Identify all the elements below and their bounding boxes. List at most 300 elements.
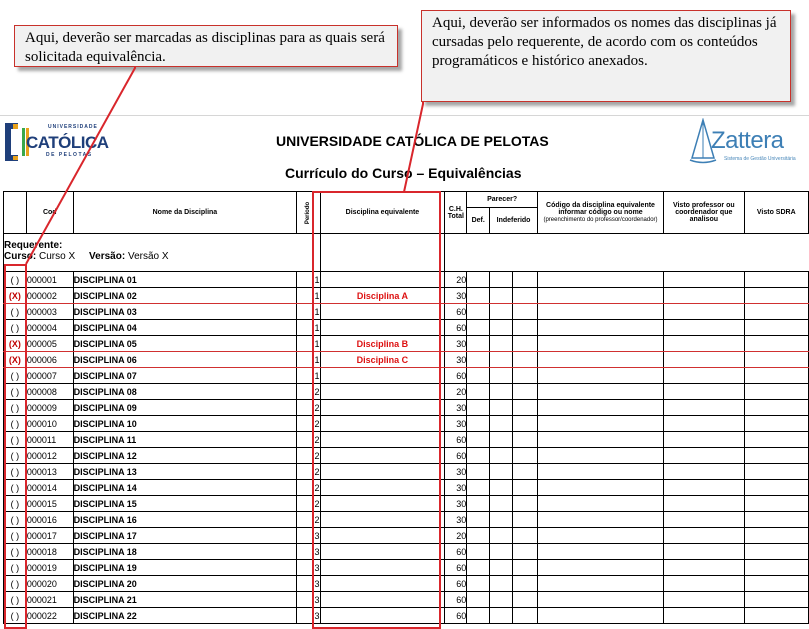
parecer-ch-cell[interactable] <box>490 576 513 592</box>
visto-prof-cell[interactable] <box>664 592 744 608</box>
equivalent-course[interactable] <box>320 448 445 464</box>
course-name: DISCIPLINA 16 <box>73 512 297 528</box>
course-name: DISCIPLINA 08 <box>73 384 297 400</box>
parecer-def-cell[interactable] <box>467 592 490 608</box>
header-select <box>4 192 27 234</box>
header-periodo <box>297 192 320 234</box>
select-marker[interactable]: (X) <box>4 352 27 368</box>
equivalent-course[interactable]: Disciplina A <box>320 288 445 304</box>
course-period: 2 <box>297 416 320 432</box>
requerente-label: Requerente: <box>4 239 63 251</box>
select-marker[interactable]: (X) <box>4 336 27 352</box>
visto-sdra-cell[interactable] <box>744 464 808 480</box>
parecer-ch-cell[interactable] <box>490 480 513 496</box>
parecer-ch-cell[interactable] <box>490 560 513 576</box>
course-code: 000016 <box>26 512 73 528</box>
course-name: DISCIPLINA 05 <box>73 336 297 352</box>
header-periodo-text: Período <box>305 201 312 225</box>
parecer-cont-cell[interactable] <box>513 288 538 304</box>
parecer-cont-cell[interactable] <box>513 416 538 432</box>
visto-sdra-cell[interactable] <box>744 480 808 496</box>
course-period: 1 <box>297 368 320 384</box>
equivalent-course[interactable] <box>320 528 445 544</box>
course-period: 3 <box>297 592 320 608</box>
course-period: 3 <box>297 528 320 544</box>
equivalent-course[interactable] <box>320 272 445 288</box>
select-marker[interactable]: ( ) <box>4 512 27 528</box>
course-hours: 60 <box>445 544 467 560</box>
codigo-equiv-cell[interactable] <box>537 336 663 352</box>
parecer-def-cell[interactable] <box>467 368 490 384</box>
parecer-cont-cell[interactable] <box>513 512 538 528</box>
header-visto-sdra: Visto SDRA <box>744 192 808 234</box>
parecer-ch-cell[interactable] <box>490 496 513 512</box>
visto-sdra-cell[interactable] <box>744 576 808 592</box>
table-row <box>4 528 809 544</box>
visto-prof-cell[interactable] <box>664 608 744 624</box>
visto-sdra-cell[interactable] <box>744 608 808 624</box>
table-row <box>4 512 809 528</box>
course-code: 000019 <box>26 560 73 576</box>
course-name: DISCIPLINA 21 <box>73 592 297 608</box>
equivalent-course[interactable] <box>320 592 445 608</box>
course-period: 1 <box>297 336 320 352</box>
parecer-cont-cell[interactable] <box>513 400 538 416</box>
header-codigo-equiv-note: (preenchimento do professor/coordenador) <box>543 217 658 223</box>
codigo-equiv-cell[interactable] <box>537 528 663 544</box>
parecer-def-cell[interactable] <box>467 304 490 320</box>
parecer-cont-cell[interactable] <box>513 320 538 336</box>
parecer-cont-cell[interactable] <box>513 464 538 480</box>
course-period: 1 <box>297 272 320 288</box>
select-marker[interactable]: ( ) <box>4 320 27 336</box>
visto-sdra-cell[interactable] <box>744 512 808 528</box>
callout-equivalent-text: Aqui, deverão ser informados os nomes das disciplinas já cursadas pelo requerente, de acordo com os conteúdos programáticos e histórico anexados. <box>432 15 777 69</box>
parecer-ch-cell[interactable] <box>490 464 513 480</box>
parecer-def-cell[interactable] <box>467 544 490 560</box>
course-hours: 30 <box>445 416 467 432</box>
visto-prof-cell[interactable] <box>664 432 744 448</box>
parecer-cont-cell[interactable] <box>513 560 538 576</box>
curriculum-rows <box>4 234 809 624</box>
parecer-ch-cell[interactable] <box>490 544 513 560</box>
ucpel-logo-top: UNIVERSIDADE <box>48 124 98 130</box>
parecer-def-cell[interactable] <box>467 384 490 400</box>
parecer-cont-cell[interactable] <box>513 432 538 448</box>
visto-prof-cell[interactable] <box>664 368 744 384</box>
select-marker[interactable]: ( ) <box>4 400 27 416</box>
header-parecer: Parecer? <box>467 192 538 208</box>
course-name: DISCIPLINA 22 <box>73 608 297 624</box>
parecer-ch-cell[interactable] <box>490 416 513 432</box>
table-row <box>4 608 809 624</box>
equivalent-course[interactable] <box>320 480 445 496</box>
visto-prof-cell[interactable] <box>664 480 744 496</box>
header-codigo-equiv <box>537 192 663 234</box>
parecer-def-cell[interactable] <box>467 608 490 624</box>
codigo-equiv-cell[interactable] <box>537 304 663 320</box>
table-row <box>4 448 809 464</box>
zattera-logo <box>686 118 808 166</box>
parecer-cont-cell[interactable] <box>513 304 538 320</box>
equivalent-course[interactable] <box>320 432 445 448</box>
parecer-cont-cell[interactable] <box>513 352 538 368</box>
course-period: 2 <box>297 464 320 480</box>
select-marker[interactable]: ( ) <box>4 368 27 384</box>
course-name: DISCIPLINA 04 <box>73 320 297 336</box>
codigo-equiv-cell[interactable] <box>537 608 663 624</box>
callout-equivalent-hint <box>421 10 791 102</box>
course-code: 000018 <box>26 544 73 560</box>
codigo-equiv-cell[interactable] <box>537 320 663 336</box>
codigo-equiv-cell[interactable] <box>537 448 663 464</box>
ucpel-logo-main: CATÓLICA <box>26 133 109 152</box>
parecer-def-cell[interactable] <box>467 496 490 512</box>
header-indeferido: Indeferido <box>490 208 538 234</box>
visto-prof-cell[interactable] <box>664 448 744 464</box>
parecer-ch-cell[interactable] <box>490 448 513 464</box>
equivalent-course[interactable] <box>320 560 445 576</box>
course-name: DISCIPLINA 17 <box>73 528 297 544</box>
select-marker[interactable]: ( ) <box>4 496 27 512</box>
course-code: 000014 <box>26 480 73 496</box>
visto-sdra-cell[interactable] <box>744 528 808 544</box>
visto-prof-cell[interactable] <box>664 464 744 480</box>
equivalent-course[interactable] <box>320 496 445 512</box>
codigo-equiv-cell[interactable] <box>537 560 663 576</box>
visto-sdra-cell[interactable] <box>744 416 808 432</box>
course-code: 000011 <box>26 432 73 448</box>
table-row <box>4 432 809 448</box>
parecer-ch-cell[interactable] <box>490 320 513 336</box>
parecer-ch-cell[interactable] <box>490 304 513 320</box>
codigo-equiv-cell[interactable] <box>537 512 663 528</box>
codigo-equiv-cell[interactable] <box>537 432 663 448</box>
parecer-cont-cell[interactable] <box>513 528 538 544</box>
table-row <box>4 384 809 400</box>
versao-value: Versão X <box>127 250 169 262</box>
parecer-ch-cell[interactable] <box>490 352 513 368</box>
visto-sdra-cell[interactable] <box>744 592 808 608</box>
visto-sdra-cell[interactable] <box>744 368 808 384</box>
codigo-equiv-cell[interactable] <box>537 544 663 560</box>
ucpel-logo-bottom: DE PELOTAS <box>46 152 93 158</box>
parecer-cont-cell[interactable] <box>513 608 538 624</box>
course-name: DISCIPLINA 07 <box>73 368 297 384</box>
visto-prof-cell[interactable] <box>664 560 744 576</box>
parecer-cont-cell[interactable] <box>513 384 538 400</box>
equivalent-course[interactable] <box>320 576 445 592</box>
parecer-ch-cell[interactable] <box>490 528 513 544</box>
course-hours: 60 <box>445 592 467 608</box>
select-marker[interactable]: ( ) <box>4 560 27 576</box>
codigo-equiv-cell[interactable] <box>537 272 663 288</box>
header-divider <box>0 115 809 116</box>
parecer-ch-cell[interactable] <box>490 384 513 400</box>
codigo-equiv-cell[interactable] <box>537 384 663 400</box>
select-marker[interactable]: ( ) <box>4 480 27 496</box>
select-marker[interactable]: ( ) <box>4 448 27 464</box>
parecer-ch-cell[interactable] <box>490 592 513 608</box>
parecer-def-cell[interactable] <box>467 432 490 448</box>
zattera-logo-tagline: Sistema de Gestão Universitária <box>724 156 796 162</box>
course-code: 000022 <box>26 608 73 624</box>
requerente-info <box>4 234 321 272</box>
visto-sdra-cell[interactable] <box>744 320 808 336</box>
visto-prof-cell[interactable] <box>664 576 744 592</box>
visto-prof-cell[interactable] <box>664 496 744 512</box>
course-code: 000017 <box>26 528 73 544</box>
curriculum-table <box>3 191 809 624</box>
parecer-ch-cell[interactable] <box>490 512 513 528</box>
codigo-equiv-cell[interactable] <box>537 368 663 384</box>
parecer-def-cell[interactable] <box>467 560 490 576</box>
course-code: 000010 <box>26 416 73 432</box>
codigo-equiv-cell[interactable] <box>537 592 663 608</box>
parecer-cont-cell[interactable] <box>513 272 538 288</box>
course-hours: 30 <box>445 512 467 528</box>
visto-prof-cell[interactable] <box>664 304 744 320</box>
course-name: DISCIPLINA 12 <box>73 448 297 464</box>
parecer-cont-cell[interactable] <box>513 368 538 384</box>
equivalent-course[interactable] <box>320 384 445 400</box>
visto-sdra-cell[interactable] <box>744 496 808 512</box>
table-row <box>4 544 809 560</box>
visto-prof-cell[interactable] <box>664 512 744 528</box>
visto-prof-cell[interactable] <box>664 544 744 560</box>
course-hours: 60 <box>445 608 467 624</box>
course-code: 000012 <box>26 448 73 464</box>
visto-sdra-cell[interactable] <box>744 352 808 368</box>
codigo-equiv-cell[interactable] <box>537 480 663 496</box>
visto-prof-cell[interactable] <box>664 528 744 544</box>
select-marker[interactable]: ( ) <box>4 592 27 608</box>
select-marker[interactable]: ( ) <box>4 272 27 288</box>
course-name: DISCIPLINA 06 <box>73 352 297 368</box>
parecer-def-cell[interactable] <box>467 336 490 352</box>
parecer-def-cell[interactable] <box>467 528 490 544</box>
course-name: DISCIPLINA 18 <box>73 544 297 560</box>
visto-prof-cell[interactable] <box>664 400 744 416</box>
parecer-def-cell[interactable] <box>467 464 490 480</box>
header-equiv: Disciplina equivalente <box>320 192 445 234</box>
equivalent-course[interactable]: Disciplina B <box>320 336 445 352</box>
course-name: DISCIPLINA 15 <box>73 496 297 512</box>
select-marker[interactable]: ( ) <box>4 432 27 448</box>
select-marker[interactable]: ( ) <box>4 608 27 624</box>
equivalent-course[interactable] <box>320 368 445 384</box>
course-code: 000002 <box>26 288 73 304</box>
equivalent-course[interactable] <box>320 512 445 528</box>
course-code: 000013 <box>26 464 73 480</box>
parecer-ch-cell[interactable] <box>490 272 513 288</box>
course-period: 3 <box>297 608 320 624</box>
table-row <box>4 400 809 416</box>
select-marker[interactable]: ( ) <box>4 528 27 544</box>
visto-prof-cell[interactable] <box>664 336 744 352</box>
course-period: 3 <box>297 560 320 576</box>
course-name: DISCIPLINA 01 <box>73 272 297 288</box>
parecer-cont-cell[interactable] <box>513 496 538 512</box>
header-def: Def. <box>467 208 490 234</box>
equivalent-course[interactable]: Disciplina C <box>320 352 445 368</box>
course-name: DISCIPLINA 14 <box>73 480 297 496</box>
visto-sdra-cell[interactable] <box>744 384 808 400</box>
visto-sdra-cell[interactable] <box>744 400 808 416</box>
course-name: DISCIPLINA 09 <box>73 400 297 416</box>
course-period: 3 <box>297 576 320 592</box>
codigo-equiv-cell[interactable] <box>537 464 663 480</box>
course-period: 2 <box>297 448 320 464</box>
parecer-ch-cell[interactable] <box>490 608 513 624</box>
parecer-cont-cell[interactable] <box>513 336 538 352</box>
parecer-ch-cell[interactable] <box>490 336 513 352</box>
parecer-def-cell[interactable] <box>467 288 490 304</box>
codigo-equiv-cell[interactable] <box>537 288 663 304</box>
callout-selection-hint <box>14 25 398 67</box>
course-hours: 30 <box>445 336 467 352</box>
equivalent-course[interactable] <box>320 304 445 320</box>
table-row <box>4 336 809 352</box>
parecer-cont-cell[interactable] <box>513 448 538 464</box>
course-name: DISCIPLINA 10 <box>73 416 297 432</box>
course-hours: 60 <box>445 448 467 464</box>
course-hours: 30 <box>445 352 467 368</box>
course-period: 1 <box>297 288 320 304</box>
select-marker[interactable]: ( ) <box>4 416 27 432</box>
course-period: 2 <box>297 480 320 496</box>
ucpel-logo <box>2 119 109 167</box>
course-name: DISCIPLINA 13 <box>73 464 297 480</box>
header-ch-total: C.H. Total <box>445 192 467 234</box>
header-cod: Cod <box>26 192 73 234</box>
parecer-def-cell[interactable] <box>467 576 490 592</box>
equivalent-course[interactable] <box>320 320 445 336</box>
codigo-equiv-cell[interactable] <box>537 352 663 368</box>
codigo-equiv-cell[interactable] <box>537 496 663 512</box>
course-hours: 60 <box>445 320 467 336</box>
course-hours: 30 <box>445 400 467 416</box>
codigo-equiv-cell[interactable] <box>537 400 663 416</box>
visto-sdra-cell[interactable] <box>744 288 808 304</box>
parecer-ch-cell[interactable] <box>490 400 513 416</box>
course-hours: 60 <box>445 304 467 320</box>
course-code: 000004 <box>26 320 73 336</box>
equivalent-course[interactable] <box>320 416 445 432</box>
course-period: 2 <box>297 432 320 448</box>
document-title: Currículo do Curso – Equivalências <box>285 165 522 181</box>
select-marker[interactable]: (X) <box>4 288 27 304</box>
course-name: DISCIPLINA 19 <box>73 560 297 576</box>
course-period: 1 <box>297 304 320 320</box>
course-code: 000003 <box>26 304 73 320</box>
table-row <box>4 352 809 368</box>
course-code: 000005 <box>26 336 73 352</box>
parecer-def-cell[interactable] <box>467 320 490 336</box>
course-name: DISCIPLINA 20 <box>73 576 297 592</box>
course-code: 000001 <box>26 272 73 288</box>
select-marker[interactable]: ( ) <box>4 304 27 320</box>
visto-sdra-cell[interactable] <box>744 272 808 288</box>
visto-sdra-cell[interactable] <box>744 448 808 464</box>
course-period: 2 <box>297 400 320 416</box>
course-hours: 60 <box>445 432 467 448</box>
equivalent-course[interactable] <box>320 400 445 416</box>
parecer-cont-cell[interactable] <box>513 592 538 608</box>
course-code: 000007 <box>26 368 73 384</box>
visto-sdra-cell[interactable] <box>744 336 808 352</box>
visto-prof-cell[interactable] <box>664 416 744 432</box>
table-row <box>4 560 809 576</box>
info-right-blank <box>445 234 809 272</box>
table-row <box>4 368 809 384</box>
parecer-def-cell[interactable] <box>467 416 490 432</box>
parecer-def-cell[interactable] <box>467 480 490 496</box>
course-hours: 30 <box>445 288 467 304</box>
course-hours: 60 <box>445 576 467 592</box>
table-row <box>4 464 809 480</box>
visto-prof-cell[interactable] <box>664 272 744 288</box>
table-row <box>4 320 809 336</box>
course-period: 1 <box>297 320 320 336</box>
equivalent-course[interactable] <box>320 608 445 624</box>
visto-prof-cell[interactable] <box>664 352 744 368</box>
course-period: 2 <box>297 512 320 528</box>
table-row <box>4 416 809 432</box>
parecer-def-cell[interactable] <box>467 400 490 416</box>
course-hours: 60 <box>445 560 467 576</box>
equivalent-course[interactable] <box>320 464 445 480</box>
parecer-ch-cell[interactable] <box>490 288 513 304</box>
visto-prof-cell[interactable] <box>664 384 744 400</box>
codigo-equiv-cell[interactable] <box>537 576 663 592</box>
curso-value: Curso X <box>39 250 76 262</box>
select-marker[interactable]: ( ) <box>4 544 27 560</box>
visto-sdra-cell[interactable] <box>744 560 808 576</box>
select-marker[interactable]: ( ) <box>4 384 27 400</box>
parecer-ch-cell[interactable] <box>490 432 513 448</box>
visto-sdra-cell[interactable] <box>744 304 808 320</box>
parecer-def-cell[interactable] <box>467 448 490 464</box>
parecer-def-cell[interactable] <box>467 352 490 368</box>
course-period: 3 <box>297 544 320 560</box>
course-code: 000008 <box>26 384 73 400</box>
parecer-cont-cell[interactable] <box>513 544 538 560</box>
parecer-cont-cell[interactable] <box>513 576 538 592</box>
course-hours: 30 <box>445 496 467 512</box>
course-code: 000021 <box>26 592 73 608</box>
select-marker[interactable]: ( ) <box>4 464 27 480</box>
visto-prof-cell[interactable] <box>664 320 744 336</box>
course-name: DISCIPLINA 03 <box>73 304 297 320</box>
select-marker[interactable]: ( ) <box>4 576 27 592</box>
parecer-def-cell[interactable] <box>467 512 490 528</box>
visto-sdra-cell[interactable] <box>744 432 808 448</box>
equivalent-course[interactable] <box>320 544 445 560</box>
parecer-cont-cell[interactable] <box>513 480 538 496</box>
course-period: 2 <box>297 384 320 400</box>
visto-sdra-cell[interactable] <box>744 544 808 560</box>
parecer-ch-cell[interactable] <box>490 368 513 384</box>
course-code: 000009 <box>26 400 73 416</box>
course-hours: 20 <box>445 272 467 288</box>
course-period: 2 <box>297 496 320 512</box>
header-name: Nome da Disciplina <box>73 192 297 234</box>
visto-prof-cell[interactable] <box>664 288 744 304</box>
codigo-equiv-cell[interactable] <box>537 416 663 432</box>
course-hours: 20 <box>445 384 467 400</box>
parecer-def-cell[interactable] <box>467 272 490 288</box>
